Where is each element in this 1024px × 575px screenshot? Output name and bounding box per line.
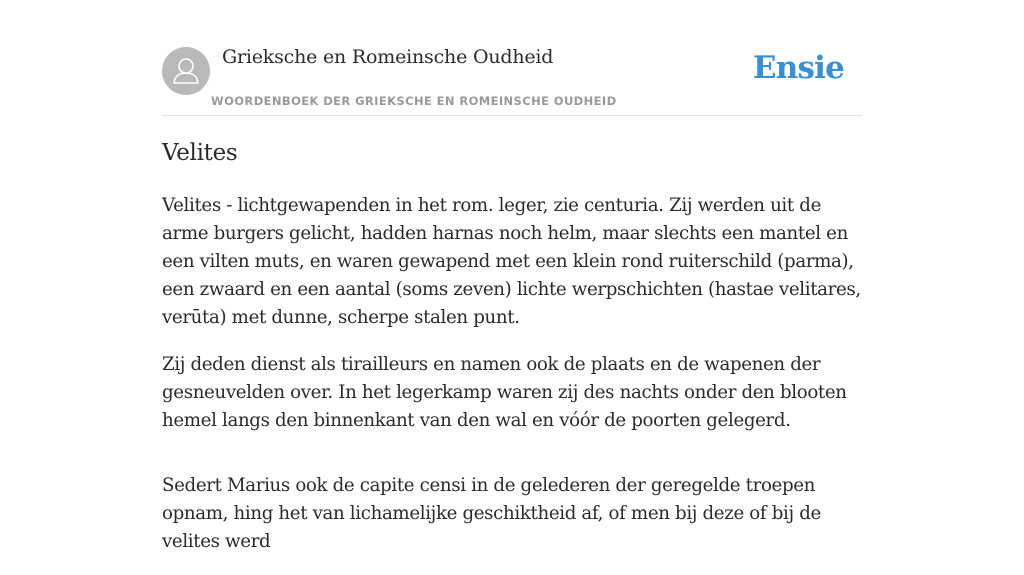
- entry-title: Velites: [162, 140, 238, 166]
- source-title[interactable]: Grieksche en Romeinsche Oudheid: [222, 46, 554, 68]
- brand-logo-link[interactable]: Ensie: [752, 50, 844, 86]
- page-container: [162, 0, 862, 552]
- source-header: [162, 0, 862, 116]
- entry-body: [162, 192, 866, 575]
- entry-paragraph: Sedert Marius ook de capite censi in de gelederen der geregelde troepen opnam, hing het van lichamelijke geschiktheid af, of men bij deze of bij de velites werd: [162, 475, 821, 552]
- source-subtitle[interactable]: WOORDENBOEK DER GRIEKSCHE EN ROMEINSCHE OUDHEID: [211, 94, 617, 108]
- entry-paragraph: Zij deden dienst als tirailleurs en namen ook de plaats en de wapenen der gesneuvelden over. In het legerkamp waren zij des nachts onder den blooten hemel langs den binnenkant van den wal en vóór de poorten gelegerd.: [162, 354, 847, 431]
- user-icon[interactable]: [162, 47, 210, 95]
- entry-paragraph: Velites - lichtgewapenden in het rom. leger, zie centuria. Zij werden uit de arme burgers gelicht, hadden harnas noch helm, maar slechts een mantel en een vilten muts, en waren gewapend met een klein rond ruiterschild (parma), een zwaard en een aantal (soms zeven) lichte werpschichten (hastae velitares, verūta) met dunne, scherpe stalen punt.: [162, 195, 861, 328]
